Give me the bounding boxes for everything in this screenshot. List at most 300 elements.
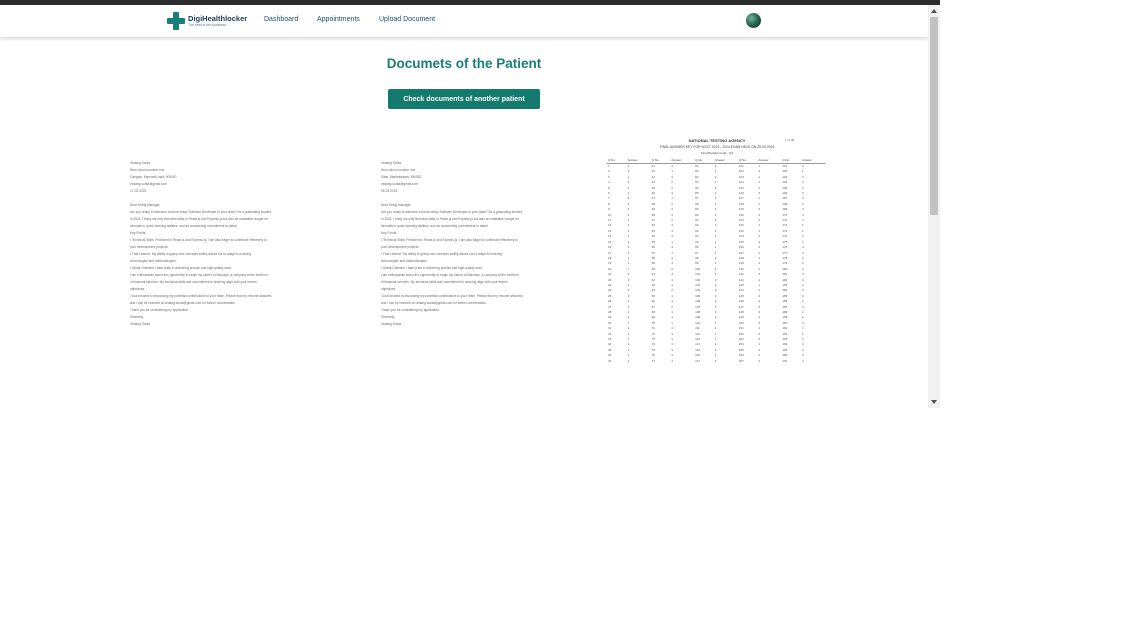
table-cell: 47 — [651, 196, 655, 201]
table-cell: 1 — [801, 299, 804, 304]
table-cell: 3 — [714, 277, 717, 282]
table-cell: 98 — [695, 255, 699, 260]
table-cell: 1 — [714, 331, 717, 336]
table-cell: 4 — [801, 207, 804, 212]
table-cell: 83 — [695, 174, 699, 179]
table-cell: 107 — [695, 304, 701, 309]
table-cell: 135 — [738, 239, 744, 244]
answer-key-header-cell: Q.No. — [607, 158, 627, 164]
table-cell: 117 — [695, 358, 700, 363]
table-cell: 2 — [758, 234, 761, 239]
table-cell: 4 — [627, 358, 630, 363]
table-cell: 17 — [608, 250, 612, 255]
table-cell: 1 — [714, 196, 717, 201]
table-cell: 1 — [758, 174, 761, 179]
table-cell: 4 — [714, 304, 717, 309]
table-cell: 125 — [738, 185, 744, 190]
table-cell: 3 — [714, 288, 717, 293]
table-cell: 196 — [782, 353, 788, 358]
table-cell: 4 — [714, 212, 717, 217]
table-cell: 62 — [651, 277, 655, 282]
table-cell: 34 — [608, 342, 612, 347]
table-cell: 143 — [738, 282, 744, 287]
table-cell: 35 — [608, 347, 612, 352]
check-other-patient-button[interactable]: Check documents of another patient — [388, 89, 540, 109]
table-cell: 157 — [738, 358, 744, 363]
table-cell: 52 — [651, 223, 655, 228]
table-cell: 3 — [758, 315, 761, 320]
table-cell: 1 — [714, 201, 717, 206]
table-cell: 2 — [801, 337, 804, 341]
table-cell: 178 — [782, 255, 788, 260]
table-cell: 26 — [608, 299, 612, 304]
document-text-line: I look forward to discussing my potential contributions to your team. Please find my resume attached, — [381, 294, 524, 298]
table-cell: 4 — [801, 180, 804, 185]
table-cell: 86 — [695, 191, 699, 196]
table-cell: 30 — [608, 320, 612, 325]
table-cell: 2 — [608, 169, 610, 174]
table-cell: 3 — [801, 201, 804, 206]
table-cell: 2 — [758, 218, 761, 223]
table-cell: 4 — [714, 347, 717, 352]
table-cell: 4 — [758, 239, 761, 244]
table-cell: 4 — [627, 299, 630, 304]
table-cell: 3 — [801, 353, 804, 358]
table-cell: 32 — [608, 331, 612, 336]
table-cell: 187 — [782, 304, 788, 309]
table-cell: 4 — [714, 353, 717, 358]
document-text-line: Vedang Sunta — [381, 161, 402, 165]
table-cell: 2 — [627, 239, 630, 244]
table-cell: 2 — [714, 315, 717, 320]
table-cell: 134 — [738, 234, 744, 239]
table-cell: 1 — [627, 353, 630, 358]
table-cell: 3 — [801, 223, 804, 228]
answer-key-header-cell: Answer — [714, 158, 738, 164]
table-cell: 61 — [651, 272, 655, 277]
answer-key-header-cell: Q.No. — [781, 158, 801, 164]
answer-key-table — [607, 158, 825, 364]
table-cell: 133 — [738, 228, 744, 233]
table-cell: 1 — [714, 320, 717, 325]
table-cell: 2 — [671, 304, 673, 309]
table-cell: 1 — [758, 180, 761, 185]
table-cell: 2 — [801, 261, 804, 266]
brand-tagline: The best in the business — [188, 22, 226, 27]
brand-name: DigiHealthlocker — [188, 14, 248, 23]
table-cell: 161 — [782, 164, 788, 168]
table-cell: 2 — [758, 245, 761, 250]
answer-key-header-cell: Answer — [801, 158, 825, 164]
table-cell: 3 — [758, 309, 761, 314]
document-text-line: in 2024, I bring not only technical skills in React.js and Express.js but also an insatiable hunger for — [381, 217, 520, 221]
table-cell: 2 — [627, 347, 630, 352]
table-cell: 2 — [801, 234, 804, 239]
table-cell: 28 — [608, 309, 612, 314]
table-cell: 121 — [738, 164, 744, 168]
table-cell: 2 — [627, 164, 630, 168]
nav-link-upload-document[interactable]: Upload Document — [379, 16, 436, 23]
table-cell: 2 — [714, 185, 717, 190]
document-text-line: 17-02-2024 — [130, 189, 147, 193]
answer-key-booklet-code: Final Booklet Code - Q4 — [700, 151, 733, 155]
table-cell: 111 — [695, 326, 700, 331]
table-cell: 2 — [714, 293, 717, 298]
table-cell: 1 — [671, 223, 673, 228]
table-cell: 3 — [801, 191, 804, 196]
table-cell: 3 — [671, 255, 673, 260]
table-cell: 153 — [738, 337, 744, 341]
table-cell: 163 — [782, 174, 788, 179]
table-cell: 49 — [651, 207, 655, 212]
table-cell: 115 — [695, 347, 700, 352]
user-avatar[interactable] — [746, 13, 761, 28]
table-cell: 2 — [758, 353, 761, 358]
table-cell: 145 — [738, 293, 744, 298]
answer-key-subtitle: FINAL ANSWER KEY FOR NCET 2023 - 2024 EXAM HELD ON 28.03.2024 — [659, 145, 775, 149]
table-cell: 195 — [782, 347, 788, 352]
table-cell: 2 — [671, 201, 673, 206]
table-cell: 63 — [651, 282, 655, 287]
table-cell: 3 — [671, 272, 673, 277]
table-cell: 2 — [758, 196, 761, 201]
document-text-line: Sincerely, — [130, 315, 144, 319]
table-cell: 5 — [608, 185, 610, 190]
table-cell: 2 — [627, 185, 630, 190]
table-cell: 105 — [695, 293, 701, 298]
table-cell: 1 — [801, 228, 804, 233]
table-cell: 4 — [801, 358, 804, 363]
table-cell: 3 — [627, 331, 630, 336]
table-cell: 3 — [801, 196, 804, 201]
table-cell: 3 — [627, 245, 630, 250]
table-cell: 2 — [801, 347, 804, 352]
table-cell: 56 — [651, 245, 655, 250]
table-cell: 146 — [738, 299, 744, 304]
table-cell: 9 — [608, 207, 610, 212]
table-cell: 4 — [671, 277, 673, 282]
table-cell: 41 — [651, 164, 655, 168]
table-cell: 191 — [782, 326, 788, 331]
table-cell: 90 — [695, 212, 699, 217]
table-cell: 1 — [671, 169, 673, 174]
table-cell: 193 — [782, 337, 788, 341]
table-cell: 4 — [758, 185, 761, 190]
table-cell: 4 — [714, 169, 717, 174]
table-cell: 129 — [738, 207, 744, 212]
table-cell: 179 — [782, 261, 788, 266]
table-cell: 2 — [801, 164, 804, 168]
document-text-line: Vedang Sunta — [130, 322, 151, 326]
table-cell: 1 — [627, 234, 630, 239]
nav-link-dashboard[interactable]: Dashboard — [264, 16, 299, 23]
table-cell: 149 — [738, 315, 744, 320]
answer-key-header-cell: Answer — [627, 158, 651, 164]
table-cell: 2 — [714, 218, 717, 223]
table-cell: 3 — [758, 304, 761, 309]
table-cell: 2 — [801, 266, 804, 271]
table-cell: 1 — [671, 320, 673, 325]
table-cell: 4 — [627, 196, 630, 201]
table-cell: 192 — [782, 331, 788, 336]
table-cell: 3 — [714, 282, 717, 287]
document-text-line: 05-05-2024 — [381, 189, 398, 193]
table-cell: 3 — [714, 223, 717, 228]
table-cell: 36 — [608, 353, 612, 358]
document-text-line: Sincerely, — [381, 315, 395, 319]
navbar — [0, 5, 928, 37]
table-cell: 24 — [608, 288, 612, 293]
table-cell: 1 — [714, 228, 717, 233]
table-cell: 3 — [627, 293, 630, 298]
table-cell: 1 — [758, 342, 761, 347]
table-cell: 69 — [651, 315, 655, 320]
answer-key-header-cell: Answer — [757, 158, 781, 164]
document-text-line: objectives. — [381, 287, 397, 291]
table-cell: 6 — [608, 191, 610, 196]
table-cell: 55 — [651, 239, 655, 244]
document-text-line: • Technical Skills: Proficient in React.js and Express.js, I am also eager to contribute effectively to — [381, 238, 518, 242]
document-text-line: I am enthusiastic about the opportunity to begin my career at Barclays, a company at the forefront — [130, 273, 268, 277]
table-cell: 3 — [627, 207, 630, 212]
table-cell: 84 — [695, 180, 699, 185]
table-cell: 3 — [627, 277, 630, 282]
table-cell: 3 — [671, 174, 673, 179]
table-cell: 2 — [627, 304, 630, 309]
document-text-line: Thank you for considering my application. — [381, 308, 440, 312]
table-cell: 1 — [627, 174, 630, 179]
table-cell: 2 — [671, 288, 673, 293]
table-row — [607, 359, 825, 364]
table-cell: 4 — [758, 347, 761, 352]
table-cell: 100 — [695, 266, 701, 271]
table-cell: 166 — [782, 191, 788, 196]
table-cell: 104 — [695, 288, 701, 293]
table-cell: 4 — [671, 228, 673, 233]
table-cell: 2 — [758, 337, 761, 341]
table-cell: 91 — [695, 218, 699, 223]
table-cell: 1 — [714, 261, 717, 266]
table-cell: 1 — [671, 250, 673, 255]
table-cell: 4 — [801, 218, 804, 223]
table-cell: 3 — [608, 174, 610, 179]
table-cell: 4 — [801, 174, 804, 179]
table-cell: 1 — [801, 169, 804, 174]
table-cell: 2 — [758, 207, 761, 212]
table-cell: 8 — [608, 201, 610, 206]
table-cell: 1 — [671, 315, 673, 320]
table-cell: 97 — [695, 250, 699, 255]
table-cell: 165 — [782, 185, 788, 190]
document-cover-letter-2[interactable] — [381, 160, 551, 328]
table-cell: 4 — [627, 201, 630, 206]
table-cell: 183 — [782, 282, 788, 287]
table-cell: 186 — [782, 299, 788, 304]
table-cell: 7 — [608, 196, 610, 201]
table-cell: 75 — [651, 347, 655, 352]
table-cell: 1 — [714, 272, 717, 277]
table-cell: 1 — [627, 228, 630, 233]
document-answer-key[interactable] — [607, 138, 827, 364]
document-text-line: vedang.sunta@gmail.com — [381, 182, 418, 186]
table-cell: 2 — [714, 266, 717, 271]
table-cell: 132 — [738, 223, 744, 228]
document-text-line: Vedang Sunta — [130, 161, 151, 165]
table-cell: 3 — [627, 169, 630, 174]
table-cell: 2 — [801, 255, 804, 260]
answer-key-title: NATIONAL TESTING AGENCY — [688, 138, 746, 143]
document-cover-letter-1[interactable] — [130, 160, 300, 328]
table-cell: 66 — [651, 299, 655, 304]
table-cell: 70 — [651, 320, 655, 325]
document-text-line: Key Points: — [130, 231, 147, 235]
table-cell: 2 — [758, 299, 761, 304]
table-cell: 53 — [651, 228, 655, 233]
table-cell: 3 — [671, 342, 673, 347]
table-cell: 2 — [671, 180, 673, 185]
table-cell: 12 — [608, 223, 612, 228]
document-text-line: Dear Hiring Manager, — [381, 203, 412, 207]
table-cell: 48 — [651, 201, 655, 206]
table-cell: 4 — [801, 282, 804, 287]
table-cell: 106 — [695, 299, 701, 304]
table-cell: 4 — [801, 245, 804, 250]
table-cell: 109 — [695, 315, 701, 320]
table-cell: 4 — [714, 191, 717, 196]
table-cell: 127 — [738, 196, 744, 201]
table-cell: 1 — [758, 228, 761, 233]
table-cell: 89 — [695, 207, 699, 212]
table-cell: 1 — [627, 255, 630, 260]
table-cell: 128 — [738, 201, 744, 206]
table-cell: 2 — [627, 288, 630, 293]
scroll-up-arrow-icon[interactable] — [928, 5, 940, 17]
document-text-line: your development projects. — [130, 245, 169, 249]
table-cell: 3 — [714, 299, 717, 304]
table-cell: 3 — [758, 169, 761, 174]
table-cell: 114 — [695, 342, 700, 347]
table-cell: 1 — [627, 320, 630, 325]
table-cell: 60 — [651, 266, 655, 271]
table-cell: 1 — [714, 250, 717, 255]
document-text-line: Vedang Sunta — [381, 322, 402, 326]
table-cell: 3 — [801, 304, 804, 309]
table-cell: 139 — [738, 261, 744, 266]
table-cell: 14 — [608, 234, 612, 239]
table-cell: 3 — [801, 272, 804, 277]
table-cell: 126 — [738, 191, 744, 196]
answer-key-header-cell: Q.No. — [651, 158, 671, 164]
table-cell: 1 — [627, 337, 630, 341]
table-cell: 103 — [695, 282, 701, 287]
table-cell: 33 — [608, 337, 612, 341]
table-cell: 190 — [782, 320, 788, 325]
table-cell: 140 — [738, 266, 744, 271]
table-cell: 176 — [782, 245, 788, 250]
document-text-line: • Fast Learner: My ability to grasp new concepts swiftly allows me to adapt to evolving — [381, 252, 503, 256]
table-cell: 59 — [651, 261, 655, 266]
table-cell: 19 — [608, 261, 612, 266]
vertical-scrollbar[interactable] — [928, 5, 940, 408]
table-cell: 4 — [714, 207, 717, 212]
table-cell: 136 — [738, 245, 744, 250]
table-cell: 181 — [782, 272, 788, 277]
table-cell: 2 — [801, 315, 804, 320]
document-text-line: of financial services. My technical skills and commitment to learning align with your team's — [381, 280, 508, 284]
table-cell: 2 — [714, 180, 717, 185]
table-cell: 20 — [608, 266, 612, 271]
table-cell: 72 — [651, 331, 655, 336]
table-cell: 2 — [801, 288, 804, 293]
scrollbar-thumb[interactable] — [930, 17, 938, 215]
table-cell: 1 — [627, 342, 630, 347]
table-cell: 3 — [801, 250, 804, 255]
document-text-line: • Technical Skills: Proficient in React.js and Express.js, I am also eager to contribute effectively to — [130, 238, 267, 242]
table-cell: 147 — [738, 304, 744, 309]
table-cell: 1 — [714, 337, 717, 341]
table-cell: 197 — [782, 358, 788, 363]
table-cell: 42 — [651, 169, 655, 174]
table-cell: 1 — [608, 164, 610, 168]
answer-key-header-cell: Q.No. — [738, 158, 758, 164]
document-text-line: innovation, quick learning abilities, and an unwavering commitment to detail. — [381, 224, 489, 228]
table-cell: 1 — [758, 261, 761, 266]
table-cell: 151 — [738, 326, 744, 331]
table-cell: 3 — [671, 261, 673, 266]
table-cell: 76 — [651, 353, 655, 358]
table-cell: 4 — [758, 320, 761, 325]
table-cell: 2 — [671, 218, 673, 223]
table-cell: 13 — [608, 228, 612, 233]
table-cell: 1 — [671, 282, 673, 287]
table-cell: 2 — [671, 185, 673, 190]
document-text-line: technologies and methodologies. — [381, 259, 428, 263]
answer-key-page-number: 1 of 48 — [785, 138, 795, 142]
table-cell: 2 — [758, 255, 761, 260]
table-cell: 1 — [714, 234, 717, 239]
brand-logo[interactable] — [167, 11, 247, 31]
table-cell: 85 — [695, 185, 699, 190]
table-cell: 172 — [782, 223, 788, 228]
table-cell: 155 — [738, 347, 744, 352]
table-cell: 1 — [671, 337, 673, 341]
table-cell: 45 — [651, 185, 655, 190]
table-cell: 3 — [671, 234, 673, 239]
table-cell: 3 — [671, 331, 673, 336]
table-cell: 141 — [738, 272, 744, 277]
table-cell: 3 — [671, 347, 673, 352]
table-cell: 1 — [671, 196, 673, 201]
table-cell: 175 — [782, 239, 788, 244]
table-cell: 50 — [651, 212, 655, 217]
table-cell: 189 — [782, 315, 788, 320]
document-text-line: Gangtok, Marchaki road, 000000 — [130, 175, 177, 179]
nav-link-appointments[interactable]: Appointments — [317, 16, 360, 23]
scroll-down-arrow-icon[interactable] — [928, 396, 940, 408]
document-text-line: New school number one — [381, 168, 416, 172]
table-cell: 142 — [738, 277, 744, 282]
page-viewport — [0, 5, 928, 408]
table-cell: 74 — [651, 342, 655, 347]
table-cell: 1 — [671, 239, 673, 244]
document-text-line: Are you ready to welcome a future-ready Software Developer to your team? As a graduating student — [381, 210, 523, 214]
table-cell: 3 — [758, 293, 761, 298]
table-cell: 101 — [695, 272, 701, 277]
table-cell: 44 — [651, 180, 655, 185]
document-text-line: I look forward to discussing my potential contributions to your team. Please find my resume attached, — [130, 294, 273, 298]
table-cell: 3 — [671, 212, 673, 217]
table-cell: 94 — [695, 234, 699, 239]
